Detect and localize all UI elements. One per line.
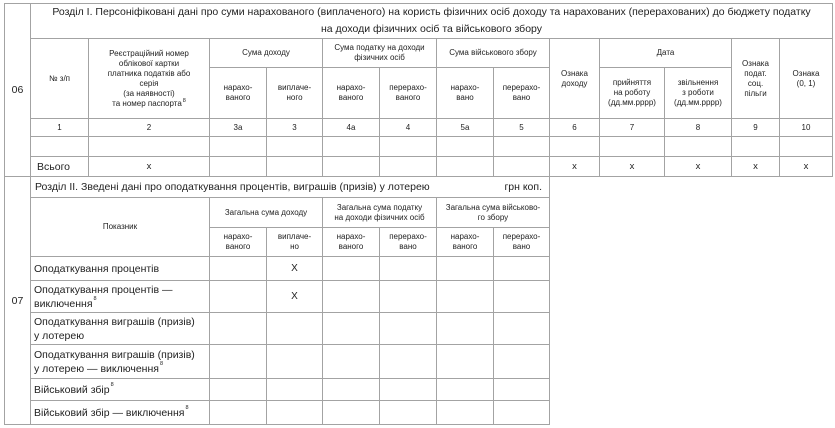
section-2-row-code xyxy=(4,176,31,425)
value-cell xyxy=(379,256,437,281)
header-income-accrued xyxy=(209,227,267,257)
header-line: нарахо- xyxy=(450,83,480,92)
header-line: ваного xyxy=(338,93,364,102)
total-cell: х xyxy=(599,156,665,177)
header-line: (за наявності) xyxy=(123,88,175,98)
header-line: вано xyxy=(512,242,531,251)
header-line: пільги xyxy=(744,88,767,98)
row-label-line: у лотерею — виключення xyxy=(34,362,159,375)
header-line: прийняття xyxy=(612,78,652,87)
title-text: Розділ ІІ. Зведені дані про оподаткування процентів, виграшів (призів) у лотерею xyxy=(35,181,430,193)
header-line: соц. xyxy=(747,78,764,88)
value-cell xyxy=(493,400,550,425)
footnote-mark: 8 xyxy=(182,97,186,104)
header-text: Сума військового збору xyxy=(449,48,537,57)
header-line: нарахо- xyxy=(450,232,480,241)
value-cell xyxy=(322,256,380,281)
total-cell: х xyxy=(88,156,210,177)
header-line: з роботи xyxy=(682,88,714,97)
header-line: (дд.мм.рррр) xyxy=(674,98,722,107)
title-line: на доходи фізичних осіб та військового збору xyxy=(320,23,543,35)
header-military-transferred xyxy=(493,227,550,257)
header-military-accrued xyxy=(436,227,494,257)
row-label-line-with-footnote xyxy=(34,383,114,397)
header-line: перерахо- xyxy=(502,232,541,241)
value-cell xyxy=(266,400,323,425)
column-number: 4а xyxy=(322,118,380,137)
header-line: нарахо- xyxy=(223,83,253,92)
header-line: доходу xyxy=(561,78,588,88)
value-cell xyxy=(379,378,437,401)
value-cell xyxy=(266,312,323,345)
header-text: Сума доходу xyxy=(242,48,290,57)
header-text: Загальна сума доходу xyxy=(224,207,308,217)
header-line: Ознака xyxy=(742,58,769,68)
value-cell xyxy=(436,256,494,281)
row-label-line: Оподаткування процентів — xyxy=(34,283,173,296)
header-line: но xyxy=(290,242,299,251)
row-code-text: 06 xyxy=(11,84,24,96)
row-label-line-with-footnote xyxy=(34,297,97,311)
row-label-interest xyxy=(30,256,210,281)
header-line: нарахо- xyxy=(223,232,253,241)
header-line: виплаче- xyxy=(277,83,312,92)
header-military-group xyxy=(436,197,550,228)
value-cell xyxy=(436,280,494,313)
row-label-lottery-exclusion xyxy=(30,344,210,379)
column-number: 3а xyxy=(209,118,267,137)
value-cell xyxy=(322,312,380,345)
value-cell xyxy=(493,280,550,313)
header-line: вано xyxy=(456,93,474,102)
row-label-line: Оподаткування виграшів (призів) xyxy=(34,315,195,328)
column-number: 5 xyxy=(493,118,550,137)
header-line: ваного xyxy=(225,93,251,102)
header-line: та номер паспорта xyxy=(112,98,182,108)
column-number: 9 xyxy=(731,118,780,137)
value-cell xyxy=(322,280,380,313)
column-number: 8 xyxy=(664,118,732,137)
header-line: ного xyxy=(286,93,303,102)
header-line: вано xyxy=(512,93,531,102)
value-cell xyxy=(322,344,380,379)
header-income-paid xyxy=(266,227,323,257)
footnote-mark: 8 xyxy=(159,360,164,367)
header-line: облікової картки xyxy=(118,58,180,68)
total-cell: х xyxy=(549,156,600,177)
value-cell xyxy=(209,400,267,425)
row-label-military-levy xyxy=(30,378,210,401)
header-tax-accrued xyxy=(322,227,380,257)
header-line: платника податків або xyxy=(107,68,191,78)
header-line: фізичних осіб xyxy=(354,53,405,62)
value-cell xyxy=(209,378,267,401)
value-cell xyxy=(493,344,550,379)
header-line: вано xyxy=(399,242,417,251)
value-cell xyxy=(493,378,550,401)
header-text: Показник xyxy=(102,222,138,231)
value-cell xyxy=(266,378,323,401)
header-tax-group xyxy=(322,197,437,228)
header-line: нарахо- xyxy=(336,232,366,241)
value-cell xyxy=(379,312,437,345)
header-line: на доходи фізичних осіб xyxy=(334,212,425,222)
header-line: Загальна сума податку xyxy=(336,202,423,212)
row-label-line: Військовий збір xyxy=(34,383,110,396)
header-line: Загальна сума військово- xyxy=(445,202,541,212)
row-label-line-with-footnote xyxy=(34,362,163,376)
value-cell xyxy=(209,312,267,345)
row-label-interest-exclusion xyxy=(30,280,210,313)
header-line: Реєстраційний номер xyxy=(109,48,189,58)
value-cell xyxy=(436,378,494,401)
value-cell xyxy=(322,378,380,401)
total-cell: х xyxy=(731,156,780,177)
value-cell: Х xyxy=(266,280,323,313)
total-cell: х xyxy=(664,156,732,177)
header-income-group xyxy=(209,197,323,228)
header-line: (дд.мм.рррр) xyxy=(608,98,656,107)
header-line: виплаче- xyxy=(277,232,312,241)
header-line: Сума податку на доходи xyxy=(334,43,425,52)
footnote-mark: 8 xyxy=(110,381,114,388)
value-cell xyxy=(379,344,437,379)
header-text: № з/п xyxy=(48,73,71,83)
column-number: 7 xyxy=(599,118,665,137)
column-number: 4 xyxy=(379,118,437,137)
header-line: (0, 1) xyxy=(796,78,816,88)
footnote-mark: 8 xyxy=(93,295,97,302)
header-tax-transferred xyxy=(379,227,437,257)
section-2-title xyxy=(30,176,550,198)
column-number: 3 xyxy=(266,118,323,137)
row-label-line: виключення xyxy=(34,297,93,310)
row-label-line: Оподаткування процентів xyxy=(34,262,160,275)
value-cell xyxy=(436,400,494,425)
header-line: ваного xyxy=(225,242,251,251)
header-line: перерахо- xyxy=(389,232,427,241)
total-label-text: Всього xyxy=(37,160,71,173)
header-line: Ознака xyxy=(792,68,820,78)
column-number: 2 xyxy=(88,118,210,137)
header-line: ваного xyxy=(395,93,421,102)
value-cell xyxy=(436,312,494,345)
footnote-mark: 8 xyxy=(185,404,189,411)
row-label-line: Оподаткування виграшів (призів) xyxy=(34,348,195,361)
column-number: 1 xyxy=(30,118,89,137)
value-cell xyxy=(209,256,267,281)
header-line: ваного xyxy=(338,242,364,251)
total-cell: х xyxy=(779,156,833,177)
value-cell: Х xyxy=(266,256,323,281)
row-label-military-levy-exclusion xyxy=(30,400,210,425)
value-cell xyxy=(436,344,494,379)
header-text: Дата xyxy=(656,48,675,57)
value-cell xyxy=(493,256,550,281)
header-line: ваного xyxy=(452,242,478,251)
header-line: Ознака xyxy=(561,68,588,78)
row-label-line: у лотерею xyxy=(34,329,85,342)
header-line: нарахо- xyxy=(336,83,366,92)
header-indicator xyxy=(30,197,210,257)
row-code-text: 07 xyxy=(11,294,24,307)
header-line: перерахо- xyxy=(389,83,427,92)
value-cell xyxy=(379,280,437,313)
column-number: 6 xyxy=(549,118,600,137)
header-line: звільнення xyxy=(677,78,719,87)
row-label-line-with-footnote xyxy=(34,406,189,420)
value-cell xyxy=(379,400,437,425)
header-line: на роботу xyxy=(613,88,651,97)
column-number: 5а xyxy=(436,118,494,137)
value-cell xyxy=(322,400,380,425)
row-label-lottery xyxy=(30,312,210,345)
header-line: серія xyxy=(139,78,159,88)
row-label-line: Військовий збір — виключення xyxy=(34,406,185,419)
value-cell xyxy=(493,312,550,345)
currency-unit: грн коп. xyxy=(504,181,542,193)
header-line: перерахо- xyxy=(502,83,541,92)
header-line: подат. xyxy=(744,68,767,78)
value-cell xyxy=(266,344,323,379)
value-cell xyxy=(209,280,267,313)
column-number: 10 xyxy=(779,118,833,137)
value-cell xyxy=(209,344,267,379)
title-line: Розділ І. Персоніфіковані дані про суми нарахованого (виплаченого) на користь фізичних осіб доходу та нарахованих (перерахованих) до бюджету податку xyxy=(52,6,811,18)
header-line: го збору xyxy=(477,212,509,222)
